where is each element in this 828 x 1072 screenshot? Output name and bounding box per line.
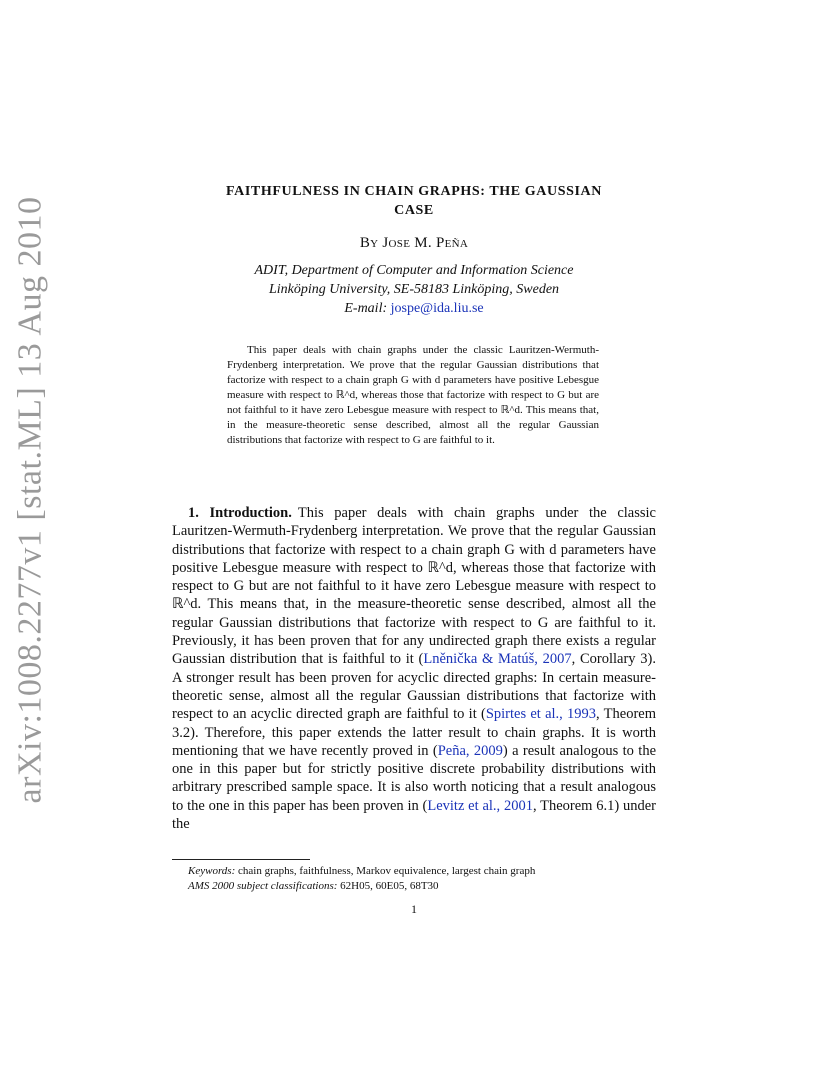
citation-link[interactable]: Spirtes et al., 1993 — [485, 706, 597, 723]
keywords-text: chain graphs, faithfulness, Markov equivalence, largest chain graph — [238, 865, 536, 877]
intro-text-2: , Corollary 3). A stronger result has been proven for acyclic directed graphs: In certain measure-theoretic sense, almost all the regular Gaussian distributions that factorize with respect to an acyclic directed graph are faithful to it ( — [172, 651, 656, 723]
abstract: This paper deals with chain graphs under the classic Lauritzen-Wermuth-Frydenberg interpretation. We prove that the regular Gaussian distributions that factorize with respect to a chain graph G with d parameters have positive Lebesgue measure with respect to ℝ^d, whereas those that factorize with respect to G but are not faithful to it have zero Lebesgue measure with respect to ℝ^d. This means that, in the measure-theoretic sense described, almost all the regular Gaussian distributions that factorize with respect to G are faithful to it. — [227, 344, 599, 446]
introduction-paragraph — [172, 504, 656, 833]
section-heading: 1. Introduction. — [188, 505, 292, 521]
citation-link[interactable]: Lněnička & Matúš, 2007 — [423, 651, 572, 668]
title-line-2: CASE — [394, 203, 434, 218]
citation-link[interactable]: Peña, 2009 — [437, 742, 503, 759]
citation-link[interactable]: Levitz et al., 2001 — [427, 797, 533, 814]
paper-title — [160, 182, 668, 220]
intro-text-5: , Theorem 6.1) under the — [172, 797, 656, 833]
title-line-1: FAITHFULNESS IN CHAIN GRAPHS: THE GAUSSIAN — [226, 184, 602, 199]
intro-text-1: This paper deals with chain graphs under the classic Lauritzen-Wermuth-Frydenberg interpretation. We prove that the regular Gaussian distributions that factorize with respect to a chain graph G with d parameters have positive Lebesgue measure with respect to ℝ^d, whereas those that factorize with respect to G but are not faithful to it have zero Lebesgue measure with respect to ℝ^d. This means that, in the measure-theoretic sense described, almost all the regular Gaussian distributions that factorize with respect to G are faithful to it. Previously, it has been proven that for any undirected graph there exists a regular Gaussian distribution that is faithful to it ( — [172, 505, 656, 668]
page-number: 1 — [411, 902, 417, 916]
keywords-line — [188, 864, 658, 879]
keywords-label: Keywords: — [188, 865, 236, 877]
affiliation-line-1: ADIT, Department of Computer and Information Science — [254, 263, 574, 278]
arxiv-stamp-text: arXiv:1008.2277v1 [stat.ML] 13 Aug 2010 — [11, 196, 48, 804]
ams-label: AMS 2000 subject classifications: — [188, 880, 338, 892]
email-line — [160, 299, 668, 318]
footnotes — [188, 864, 658, 894]
footnote-rule — [172, 859, 310, 860]
arxiv-stamp — [8, 196, 52, 804]
affiliation — [160, 261, 668, 318]
intro-text-4: ) a result analogous to the one in this paper but for strictly positive discrete probability distributions with arbitrary prescribed sample space. It is also worth noticing that a result analogous to the one in this paper has been proven in ( — [172, 742, 657, 814]
ams-line — [188, 879, 658, 894]
email-label: E-mail: — [344, 301, 388, 316]
author-line: By Jose M. Peña — [359, 235, 469, 251]
intro-text-3: , Theorem 3.2). Therefore, this paper extends the latter result to chain graphs. It is worth mentioning that we have recently proved in ( — [172, 706, 656, 759]
email-link[interactable]: jospe@ida.liu.se — [390, 301, 484, 316]
ams-text: 62H05, 60E05, 68T30 — [340, 880, 439, 892]
affiliation-line-2: Linköping University, SE-58183 Linköping, Sweden — [268, 282, 560, 297]
